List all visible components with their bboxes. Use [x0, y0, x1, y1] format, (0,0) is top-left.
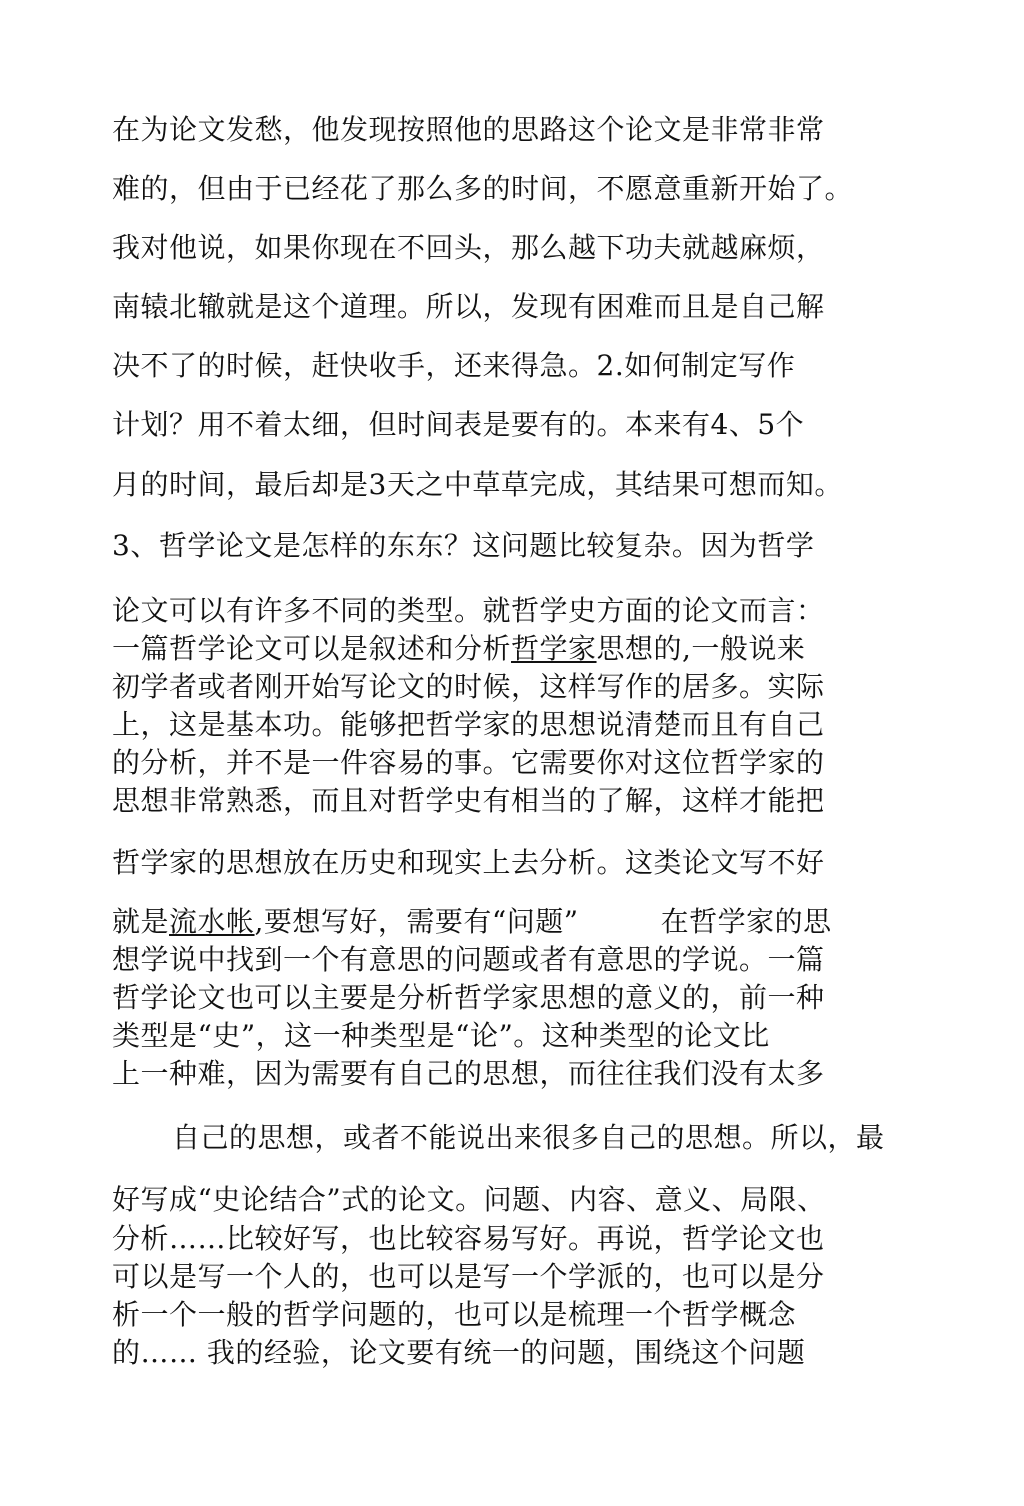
text-line: 析一个一般的哲学问题的，也可以是梳理一个哲学概念 — [112, 1298, 797, 1331]
text-line: 想学说中找到一个有意思的问题或者有意思的学说。一篇 — [112, 943, 825, 976]
text-line: 可以是写一个人的，也可以是写一个学派的，也可以是分 — [112, 1260, 825, 1293]
running-account-link[interactable]: 流水帐 — [169, 905, 255, 938]
text-segment: 就是 — [112, 905, 170, 938]
text-line — [112, 631, 805, 667]
text-line — [112, 904, 832, 940]
text-line: 的…… 我的经验，论文要有统一的问题，围绕这个问题 — [112, 1336, 806, 1369]
text-line: 好写成“史论结合”式的论文。问题、内容、意义、局限、 — [112, 1183, 826, 1216]
text-line: 3、哲学论文是怎样的东东？这问题比较复杂。因为哲学 — [112, 529, 815, 562]
text-line: 的分析，并不是一件容易的事。它需要你对这位哲学家的 — [112, 746, 825, 779]
text-segment: 在哲学家的思 — [660, 905, 832, 938]
text-line: 类型是“史”，这一种类型是“论”。这种类型的论文比 — [112, 1019, 770, 1052]
text-line: 哲学家的思想放在历史和现实上去分析。这类论文写不好 — [112, 846, 825, 879]
text-segment: 思想的,一般说来 — [596, 632, 806, 665]
text-line: 上一种难，因为需要有自己的思想，而往往我们没有太多 — [112, 1057, 825, 1090]
text-line: 决不了的时候，赶快收手，还来得急。2.如何制定写作 — [112, 349, 796, 382]
text-line: 难的，但由于已经花了那么多的时间，不愿意重新开始了。 — [112, 172, 854, 205]
text-line: 上，这是基本功。能够把哲学家的思想说清楚而且有自己 — [112, 708, 825, 741]
text-line: 初学者或者刚开始写论文的时候，这样写作的居多。实际 — [112, 670, 825, 703]
philosopher-link[interactable]: 哲学家 — [511, 632, 597, 665]
text-line: 自己的思想，或者不能说出来很多自己的思想。所以，最 — [172, 1121, 885, 1154]
text-line: 在为论文发愁，他发现按照他的思路这个论文是非常非常 — [112, 113, 825, 146]
text-line: 哲学论文也可以主要是分析哲学家思想的意义的，前一种 — [112, 981, 825, 1014]
text-segment: ,要想写好，需要有“问题” — [254, 905, 579, 938]
text-line: 计划？用不着太细，但时间表是要有的。本来有4、5个 — [112, 408, 805, 441]
text-line: 我对他说，如果你现在不回头，那么越下功夫就越麻烦， — [112, 231, 825, 264]
text-line: 论文可以有许多不同的类型。就哲学史方面的论文而言： — [112, 594, 825, 627]
text-line: 思想非常熟悉，而且对哲学史有相当的了解，这样才能把 — [112, 784, 825, 817]
text-line: 月的时间，最后却是3天之中草草完成，其结果可想而知。 — [112, 468, 843, 501]
text-line: 分析……比较好写，也比较容易写好。再说，哲学论文也 — [112, 1222, 825, 1255]
text-segment: 一篇哲学论文可以是叙述和分析 — [112, 632, 512, 665]
text-line: 南辕北辙就是这个道理。所以，发现有困难而且是自己解 — [112, 290, 825, 323]
